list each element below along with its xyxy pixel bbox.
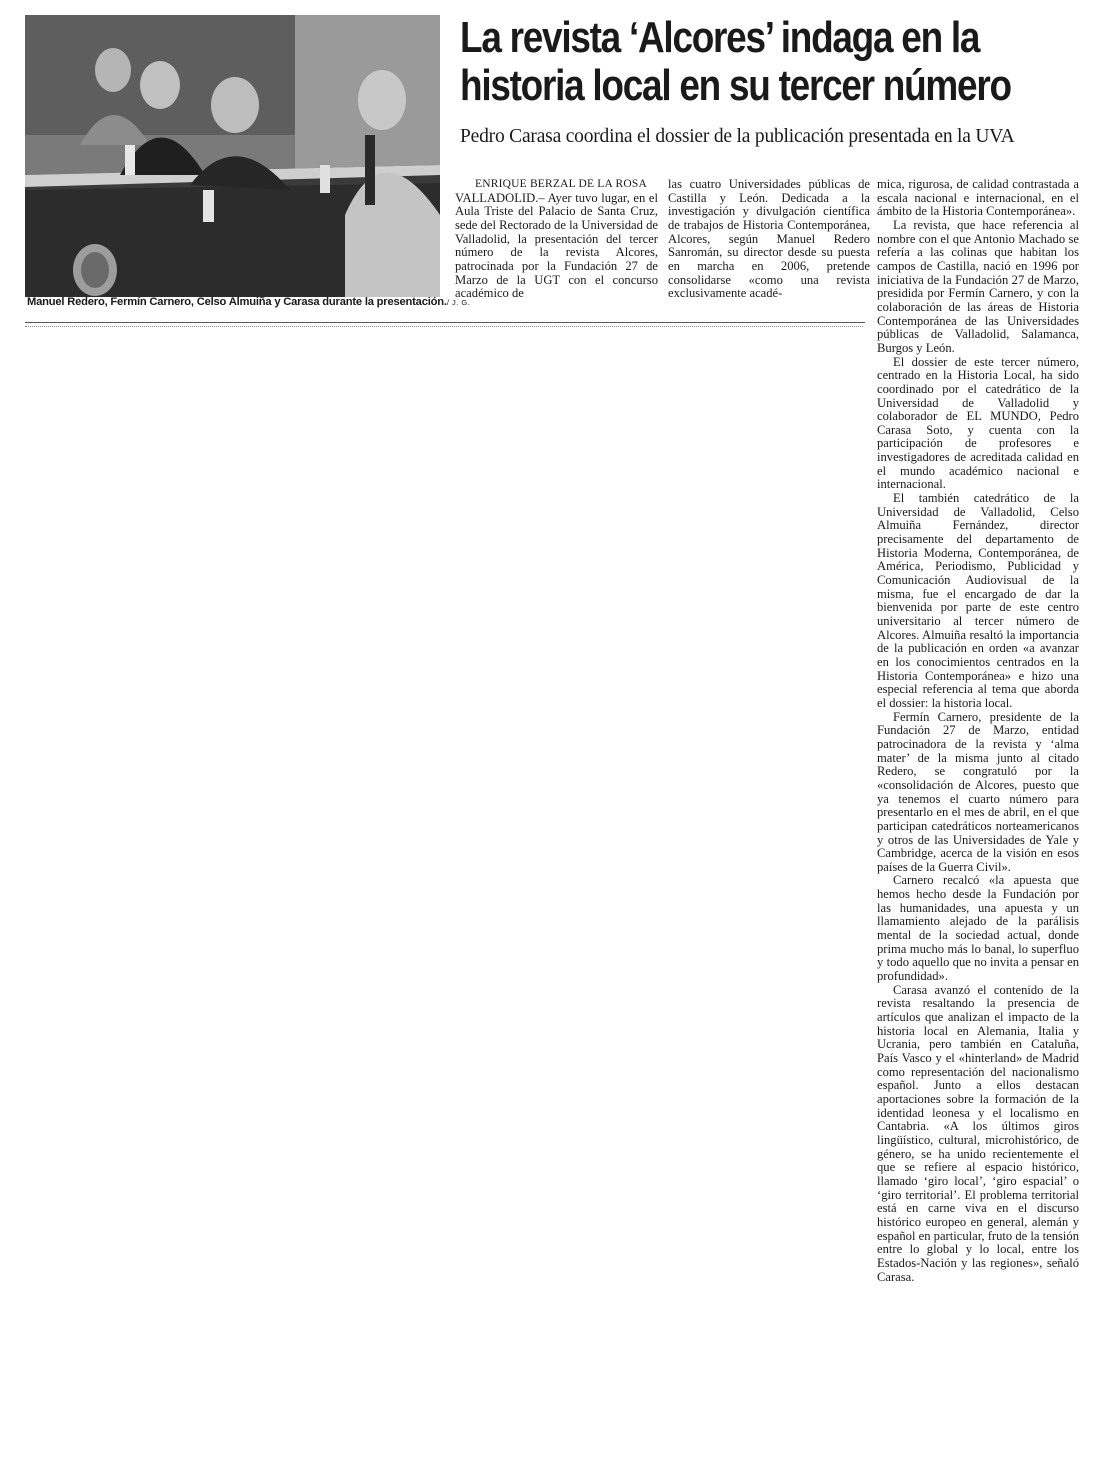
headline (460, 13, 1011, 110)
photo-credit: / J. G. (446, 298, 471, 307)
column-3-paragraph: Carnero recalcó «la apuesta que hemos hecho desde la Fundación por las humanidades, una apuesta y un llamamiento alejado de la parálisis mental de la sociedad actual, donde prima mucho más lo banal, lo superfluo y todo aquello que no invita a pensar en profundidad». (877, 873, 1079, 984)
photo-caption (27, 296, 471, 308)
column-3-paragraph: Fermín Carnero, presidente de la Fundación 27 de Marzo, entidad patrocinadora de la revista y ‘alma mater’ de la misma junto al citado Redero, se congratuló por la «consolidación de Alcores, puesto que ya tenemos el cuarto número para presentarlo en el mes de abril, en el que participan catedráticos norteamericanos y otros de las Universidades de Yale y Cambridge, acerca de la visión en esos países de la Guerra Civil». (877, 709, 1079, 874)
column-2-text: las cuatro Universidades públicas de Castilla y León. Dedicada a la investigación y divulgación científica de trabajos de Historia Contemporánea, Alcores, según Manuel Redero Sanromán, su director desde su puesta en marcha en 2006, pretende consolidarse «como una revista exclusivamente acadé- (668, 177, 870, 301)
subheadline: Pedro Carasa coordina el dossier de la publicación presentada en la UVA (460, 126, 1015, 147)
article-column-3 (877, 178, 1079, 1284)
article-column-1 (455, 178, 658, 301)
column-3-paragraph: Carasa avanzó el contenido de la revista resaltando la presencia de artículos que analizan el impacto de la historia local en Alemania, Italia y Ucrania, pero también en Cataluña, País Vasco y el «hinterland» de Madrid como representación del nacionalismo español. Junto a ellos destacan aportaciones sobre la formación de la identidad leonesa y el localismo en Cantabria. «A los últimos giros lingüístico, cultural, microhistórico, de género, se ha unido recientemente el que se refiere al espacio histórico, llamado ‘giro local’, ‘giro espacial’ o ‘giro territorial’. El problema territorial está en carne viva en el discurso histórico europeo en general, alemán y español en particular, fruto de la tensión entre lo global y lo local, entre los Estados-Nación y las regiones», señaló Carasa. (877, 982, 1079, 1284)
article-photo (25, 15, 440, 297)
byline: ENRIQUE BERZAL DE LA ROSA (475, 178, 647, 190)
column-3-paragraph: El dossier de este tercer número, centrado en la Historia Local, ha sido coordinado por el catedrático de la Universidad de Valladolid y colaborador de EL MUNDO, Pedro Carasa Soto, y cuenta con la participación de profesores e investigadores de acreditada calidad en el mundo académico nacional e internacional. (877, 354, 1079, 492)
headline-line-1: La revista ‘Alcores’ indaga en la (460, 13, 980, 62)
article-column-2 (668, 178, 870, 301)
column-3-paragraph: mica, rigurosa, de calidad contrastada a escala nacional e internacional, en el ámbito de la Historia Contemporánea». (877, 177, 1079, 219)
column-1-text: VALLADOLID.– Ayer tuvo lugar, en el Aula Triste del Palacio de Santa Cruz, sede del Rectorado de la Universidad de Valladolid, la presentación del tercer número de la revista Alcores, patrocinada por la Fundación 27 de Marzo de la UGT con el concurso académico de (455, 190, 658, 301)
press-conference-photo (25, 15, 440, 297)
column-3-paragraph: La revista, que hace referencia al nombre con el que Antonio Machado se refería a las colinas que habitan los campos de Castilla, nació en 1996 por iniciativa de la Fundación 27 de Marzo, presidida por Fermín Carnero, y con la colaboración de las áreas de Historia Contemporánea de las Universidades públicas de Valladolid, Salamanca, Burgos y León. (877, 217, 1079, 355)
headline-line-2: historia local en su tercer número (460, 61, 1011, 110)
section-divider (25, 322, 865, 323)
photo-caption-text: Manuel Redero, Fermín Carnero, Celso Almuiña y Carasa durante la presentación. (27, 296, 447, 308)
section-divider-dotted (25, 326, 863, 327)
column-3-paragraph: El también catedrático de la Universidad de Valladolid, Celso Almuiña Fernández, director precisamente del departamento de Historia Moderna, Contemporánea, de América, Periodismo, Publicidad y Comunicación Audiovisual de la misma, fue el encargado de dar la bienvenida por parte de este centro universitario al tercer número de Alcores. Almuiña resaltó la importancia de la publicación en orden «a avanzar en los conocimientos centrados en la Historia Contemporánea» e hizo una especial referencia al tema que aborda el dossier: la historia local. (877, 491, 1079, 710)
